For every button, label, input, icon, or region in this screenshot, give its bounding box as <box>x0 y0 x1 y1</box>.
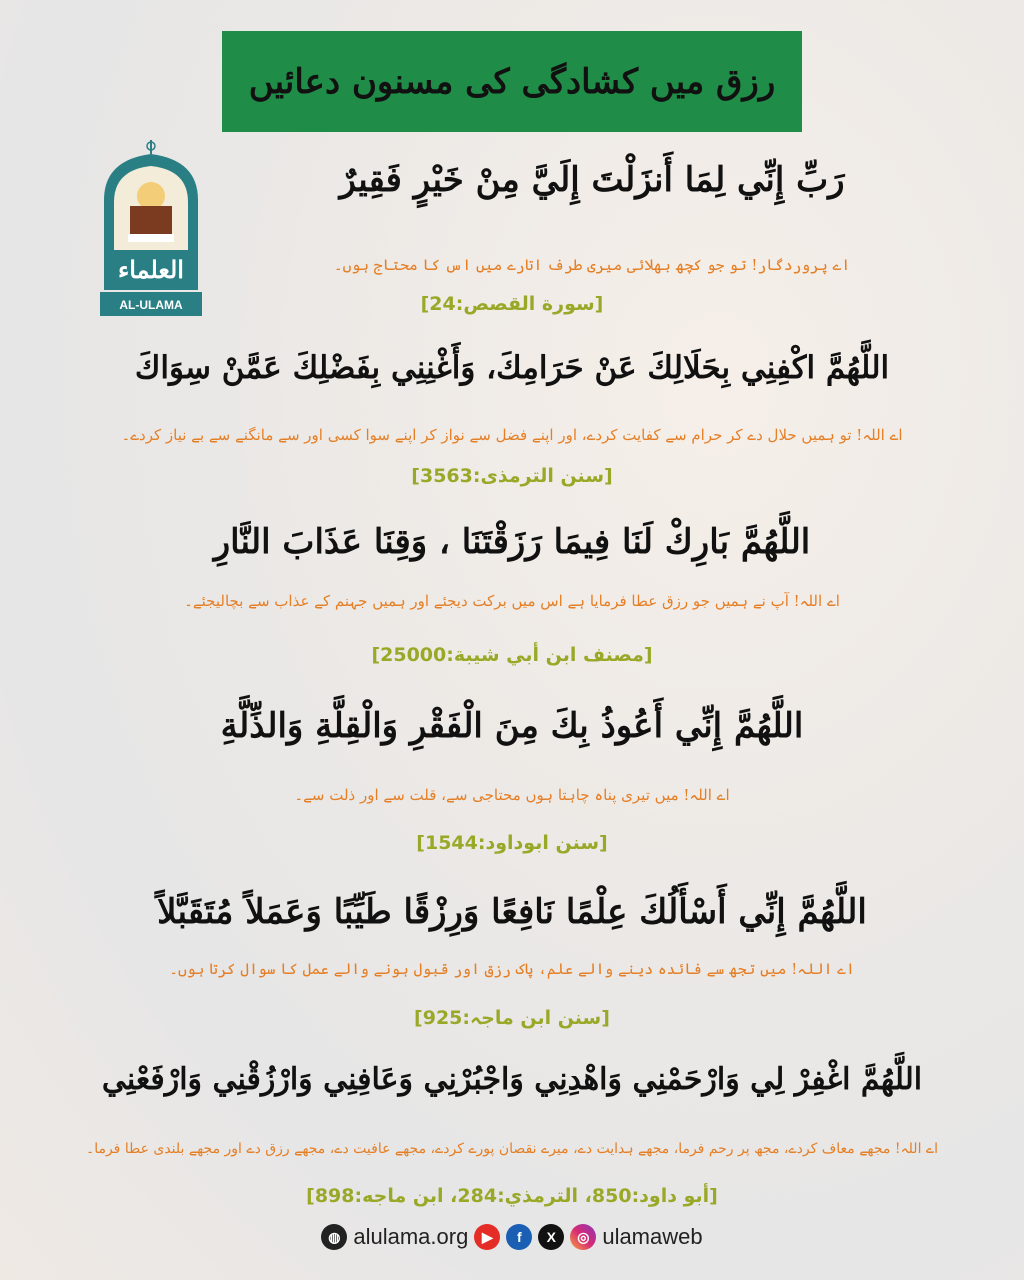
x-icon[interactable]: X <box>538 1224 564 1250</box>
title-banner <box>222 31 802 132</box>
footer-social-bar <box>0 1224 1024 1250</box>
page-title: رزق میں کشادگی کی مسنون دعائیں <box>248 61 776 102</box>
dua-urdu-translation: اے اللہ! میں تیری پناہ چاہتا ہوں محتاجی سے، قلت سے اور ذلت سے۔ <box>294 786 730 804</box>
dua-arabic: اللَّهُمَّ إِنِّي أَعُوذُ بِكَ مِنَ الْفَقْرِ وَالْقِلَّةِ وَالذِّلَّةِ <box>220 706 804 746</box>
dua-arabic: اللَّهُمَّ بَارِكْ لَنَا فِيمَا رَزَقْتَنَا ، وَقِنَا عَذَابَ النَّارِ <box>213 522 811 562</box>
svg-text:AL-ULAMA: AL-ULAMA <box>119 298 183 312</box>
dua-arabic: اللَّهُمَّ إِنِّي أَسْأَلُكَ عِلْمًا نَافِعًا وَرِزْقًا طَيِّبًا وَعَمَلاً مُتَقَبَّلاً <box>157 892 867 932</box>
website-link[interactable]: alulama.org <box>353 1224 469 1249</box>
svg-text:العلماء: العلماء <box>118 255 184 284</box>
instagram-icon[interactable]: ◎ <box>570 1224 596 1250</box>
dua-arabic: رَبِّ إِنِّي لِمَا أَنزَلْتَ إِلَيَّ مِنْ خَيْرٍ فَقِيرٌ <box>339 160 845 200</box>
globe-icon: ◍ <box>321 1224 347 1250</box>
dua-reference: [سنن ابوداود:1544] <box>416 832 608 854</box>
youtube-icon[interactable]: ▶ <box>474 1224 500 1250</box>
dua-reference: [مصنف ابن أبي شيبة:25000] <box>371 644 653 666</box>
dua-urdu-translation: اے اللہ! تو ہمیں حلال دے کر حرام سے کفایت کردے، اور اپنے فضل سے نواز کر اپنے سوا کسی اور سے مانگنے سے بے نیاز کردے۔ <box>121 426 903 444</box>
dua-urdu-translation: اے اللہ! آپ نے ہمیں جو رزق عطا فرمایا ہے اس میں برکت دیجئے اور ہمیں جہنم کے عذاب سے بچالیجئے۔ <box>184 592 840 610</box>
dua-urdu-translation: اے اللہ! میں تجھ سے فائدہ دینے والے علم، پاک رزق اور قبول ہونے والے عمل کا سوال کرتا ہوں۔ <box>169 960 855 978</box>
dua-arabic: اللَّهُمَّ اكْفِنِي بِحَلَالِكَ عَنْ حَرَامِكَ، وَأَغْنِنِي بِفَضْلِكَ عَمَّنْ سِوَاكَ <box>134 350 890 386</box>
dua-arabic: اللَّهُمَّ اغْفِرْ لِي وَارْحَمْنِي وَاهْدِنِي وَاجْبُرْنِي وَعَافِنِي وَارْزُقْنِي وَارْفَعْنِي <box>101 1062 923 1097</box>
dua-reference: [سنن ابن ماجہ:925] <box>414 1007 610 1029</box>
dua-urdu-translation: اے اللہ! مجھے معاف کردے، مجھ پر رحم فرما، مجھے ہدایت دے، میرے نقصان پورے کردے، مجھے عافیت دے، مجھے رزق دے اور مجھے بلندی عطا فرما۔ <box>85 1141 938 1157</box>
facebook-icon[interactable]: f <box>506 1224 532 1250</box>
dua-reference: [سنن الترمذی:3563] <box>411 465 613 487</box>
dua-reference: [سورة القصص:24] <box>420 293 604 315</box>
social-handle[interactable]: ulamaweb <box>602 1224 703 1249</box>
dua-reference: [أبو داود:850، الترمذي:284، ابن ماجه:898] <box>306 1185 718 1207</box>
dua-urdu-translation: اے پروردگار! تو جو کچھ بھلائی میری طرف اتارے میں اس کا محتاج ہوں۔ <box>333 256 851 274</box>
